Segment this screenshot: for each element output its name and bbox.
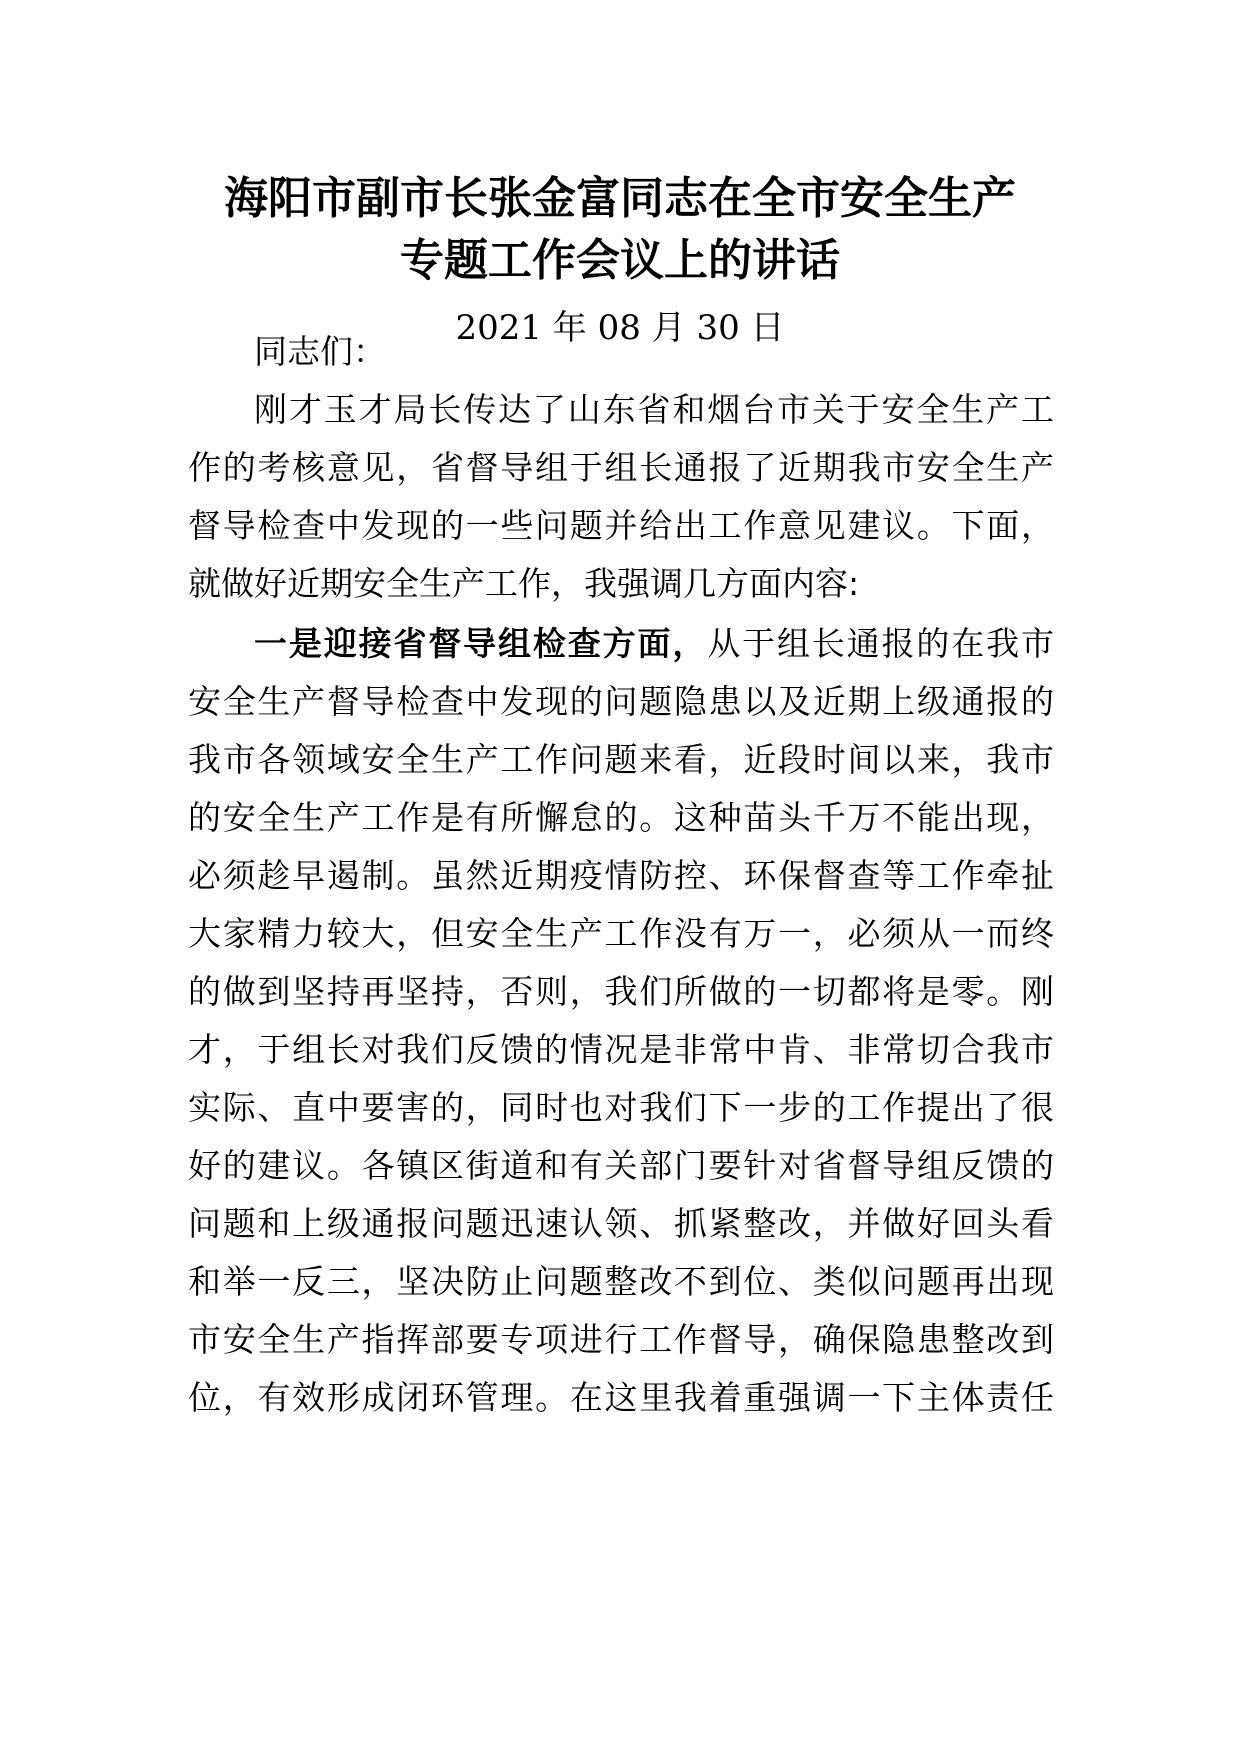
paragraph-2-line-4: 的安全生产工作是有所懈怠的。这种苗头千万不能出现， — [188, 798, 1054, 837]
paragraph-2-line-1 — [254, 620, 1054, 668]
document-title-line-1: 海阳市副市长张金富同志在全市安全生产 — [224, 173, 1016, 224]
paragraph-1-line-3: 督导检查中发现的一些问题并给出工作意见建议。下面， — [188, 506, 1054, 545]
paragraph-2-line-8: 才，于组长对我们反馈的情况是非常中肯、非常切合我市 — [188, 1030, 1054, 1069]
document-title-line-2: 专题工作会议上的讲话 — [400, 235, 840, 286]
paragraph-2-line-10: 好的建议。各镇区街道和有关部门要针对省督导组反馈的 — [188, 1146, 1054, 1185]
paragraph-2-line-7: 的做到坚持再坚持，否则，我们所做的一切都将是零。刚 — [188, 972, 1054, 1011]
paragraph-2-line-3: 我市各领域安全生产工作问题来看，近段时间以来，我市 — [188, 740, 1054, 779]
paragraph-1-line-4: 就做好近期安全生产工作，我强调几方面内容: — [188, 564, 860, 603]
paragraph-1-line-2: 作的考核意见，省督导组于组长通报了近期我市安全生产 — [188, 448, 1054, 487]
paragraph-2-line-12: 和举一反三，坚决防止问题整改不到位、类似问题再出现 — [188, 1262, 1054, 1301]
paragraph-2-line-6: 大家精力较大，但安全生产工作没有万一，必须从一而终 — [188, 914, 1054, 953]
paragraph-2-line-9: 实际、直中要害的，同时也对我们下一步的工作提出了很 — [188, 1088, 1054, 1127]
paragraph-2-line-14: 位，有效形成闭环管理。在这里我着重强调一下主体责任 — [188, 1378, 1054, 1417]
paragraph-1-line-1: 刚才玉才局长传达了山东省和烟台市关于安全生产工 — [254, 390, 1054, 429]
paragraph-2-line-13: 市安全生产指挥部要专项进行工作督导，确保隐患整改到 — [188, 1320, 1054, 1359]
paragraph-2-line-2: 安全生产督导检查中发现的问题隐患以及近期上级通报的 — [188, 682, 1054, 721]
paragraph-2-line-1-text: 从于组长通报的在我市 — [707, 624, 1055, 663]
salutation: 同志们： — [254, 332, 386, 371]
paragraph-2-line-5: 必须趁早遏制。虽然近期疫情防控、环保督查等工作牵扯 — [188, 856, 1054, 895]
paragraph-2-line-11: 问题和上级通报问题迅速认领、抓紧整改，并做好回头看 — [188, 1204, 1054, 1243]
paragraph-2-heading: 一是迎接省督导组检查方面， — [254, 624, 708, 663]
document-date: 2021 年 08 月 30 日 — [455, 308, 785, 348]
